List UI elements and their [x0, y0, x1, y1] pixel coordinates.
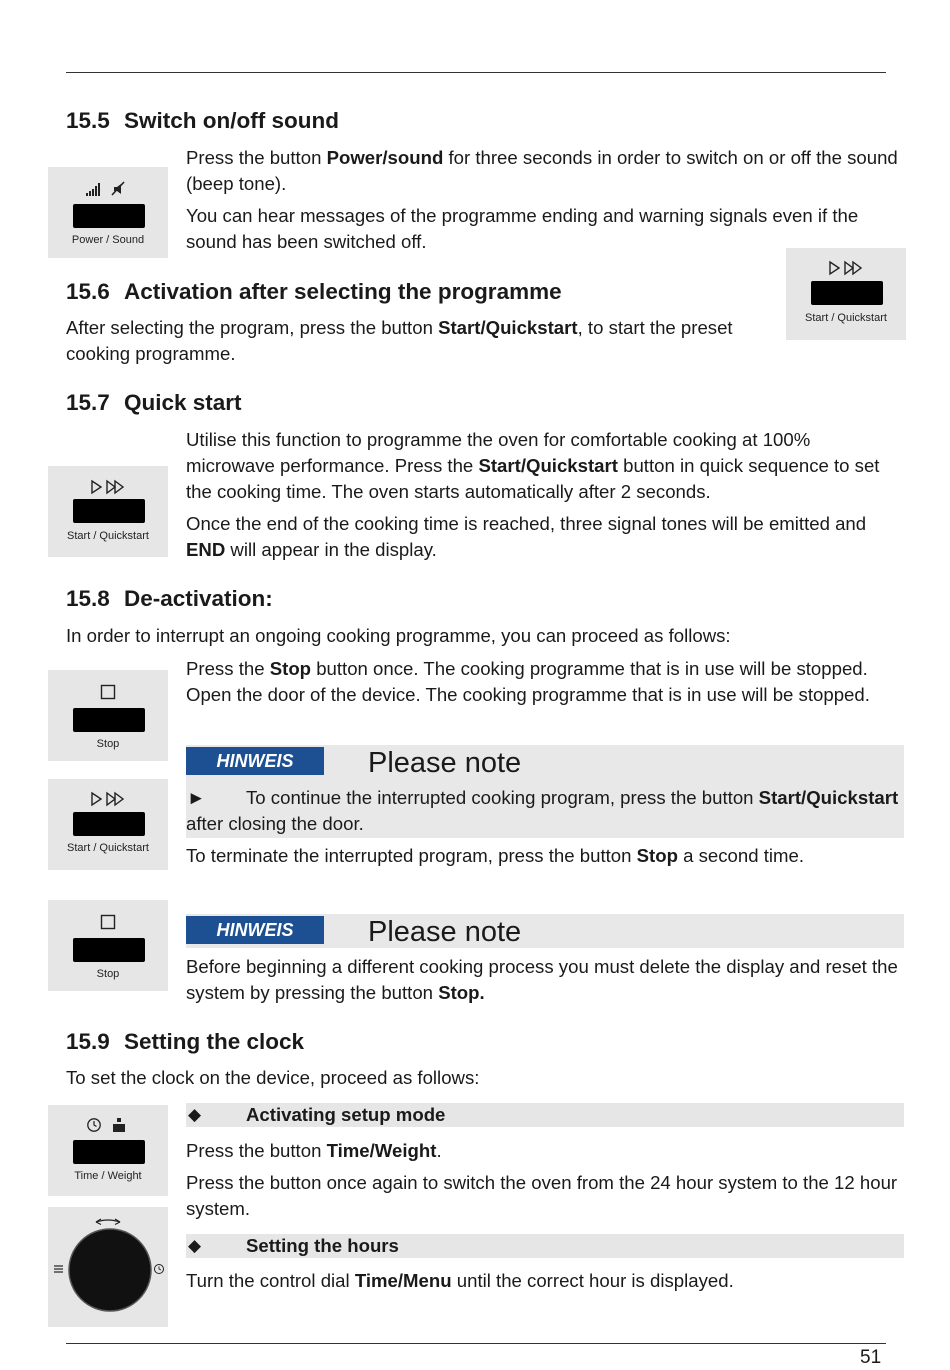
- time-weight-label: Time / Weight: [74, 1170, 142, 1182]
- heading-15-7: 15.7 Quick start: [66, 390, 242, 415]
- step-title: Setting the hours: [246, 1235, 399, 1256]
- time-weight-panel: [48, 1105, 168, 1196]
- play-fastforward-icons: [786, 260, 906, 280]
- paragraph-15-6: After selecting the program, press the button Start/Quickstart, to start the preset cooking programme.: [66, 317, 733, 364]
- paragraph-15-8-a: Press the Stop button once. The cooking programme that is in use will be stopped. Open the door of the device. The cooking programme that is in use will be stopped.: [186, 658, 870, 705]
- volume-bars-icon: [86, 181, 130, 197]
- weight-icon: [113, 1118, 125, 1132]
- start-quickstart-button[interactable]: [811, 281, 883, 305]
- play-fastforward-icons: [48, 479, 168, 499]
- time-weight-button[interactable]: [73, 1140, 145, 1164]
- paragraph-15-7-a: Utilise this function to programme the oven for comfortable cooking at 100% microwave performance. Press the Start/Quickstart button in quick sequence to set the cooking time. The oven starts automatically after 2 seconds.: [186, 429, 880, 502]
- start-quickstart-label: Start / Quickstart: [67, 842, 149, 854]
- heading-15-6: 15.6 Activation after selecting the programme: [66, 279, 562, 304]
- step-setting-the-hours: [186, 1234, 904, 1258]
- start-quickstart-label: Start / Quickstart: [67, 530, 149, 542]
- heading-15-9: 15.9 Setting the clock: [66, 1029, 305, 1054]
- menu-icon: [54, 1266, 63, 1272]
- note-title: Please note: [368, 747, 522, 779]
- start-quickstart-panel-2: [48, 466, 168, 557]
- start-quickstart-button[interactable]: [73, 812, 145, 836]
- stop-square-icon: [48, 914, 168, 934]
- volume-mute-icons: [48, 181, 168, 201]
- stop-label: Stop: [96, 968, 120, 980]
- paragraph-15-5-b: You can hear messages of the programme ending and warning signals even if the sound has been switched off.: [186, 205, 859, 252]
- stop-button[interactable]: [73, 708, 145, 732]
- paragraph-15-9-c: Turn the control dial Time/Menu until the correct hour is displayed.: [186, 1270, 734, 1291]
- clock-icon: [86, 1117, 130, 1133]
- start-quickstart-panel-3: [48, 779, 168, 870]
- stop-button[interactable]: [73, 938, 145, 962]
- paragraph-15-8-intro: In order to interrupt an ongoing cooking programme, you can proceed as follows:: [66, 625, 731, 646]
- clock-weight-icons: [48, 1117, 168, 1137]
- step-title: Activating setup mode: [246, 1104, 446, 1125]
- power-sound-button[interactable]: [73, 204, 145, 228]
- rotate-arrows-icon: [96, 1219, 120, 1225]
- hinweis-badge: HINWEIS: [186, 747, 324, 775]
- diamond-bullet-icon: ◆: [188, 1236, 202, 1255]
- control-dial[interactable]: [48, 1207, 168, 1327]
- mute-icon: [112, 182, 124, 195]
- paragraph-15-9-intro: To set the clock on the device, proceed as follows:: [66, 1067, 480, 1088]
- paragraph-15-9-b: Press the button once again to switch the oven from the 24 hour system to the 12 hour system.: [186, 1172, 898, 1219]
- play-icon: [90, 479, 126, 495]
- bottom-rule: [66, 1343, 886, 1344]
- control-dial-panel: [48, 1207, 168, 1327]
- step-activating-setup-mode: [186, 1103, 904, 1127]
- heading-15-5: 15.5 Switch on/off sound: [66, 108, 339, 133]
- paragraph-15-5-a: Press the button Power/sound for three seconds in order to switch on or off the sound (beep tone).: [186, 147, 898, 194]
- note-title: Please note: [368, 916, 522, 948]
- hinweis-badge: HINWEIS: [186, 916, 324, 944]
- paragraph-15-9-a: Press the button Time/Weight.: [186, 1140, 442, 1161]
- top-rule: [66, 72, 886, 73]
- heading-15-8: 15.8 De-activation:: [66, 586, 273, 611]
- paragraph-15-8-b: To terminate the interrupted program, press the button Stop a second time.: [186, 845, 805, 866]
- paragraph-15-7-b: Once the end of the cooking time is reached, three signal tones will be emitted and END will appear in the display.: [186, 513, 867, 560]
- power-sound-panel: [48, 167, 168, 258]
- stop-panel-2: [48, 900, 168, 991]
- stop-panel-1: [48, 670, 168, 761]
- stop-square-icon: [48, 684, 168, 704]
- play-icon: [90, 791, 126, 807]
- note-1-arrow-icon: ►: [187, 787, 206, 808]
- stop-label: Stop: [96, 738, 120, 750]
- note-1-text: To continue the interrupted cooking program, press the button Start/Quickstart after closing the door.: [186, 787, 899, 834]
- note-2-text: Before beginning a different cooking process you must delete the display and reset the system by pressing the button Stop.: [186, 956, 898, 1003]
- power-sound-label: Power / Sound: [71, 234, 145, 246]
- play-icon: [828, 260, 864, 276]
- start-quickstart-label: Start / Quickstart: [805, 312, 887, 324]
- page-number: 51: [860, 1347, 882, 1368]
- start-quickstart-panel-1: [786, 248, 906, 340]
- play-fastforward-icons: [48, 791, 168, 811]
- clock-icon: [155, 1265, 164, 1274]
- diamond-bullet-icon: ◆: [188, 1105, 202, 1124]
- start-quickstart-button[interactable]: [73, 499, 145, 523]
